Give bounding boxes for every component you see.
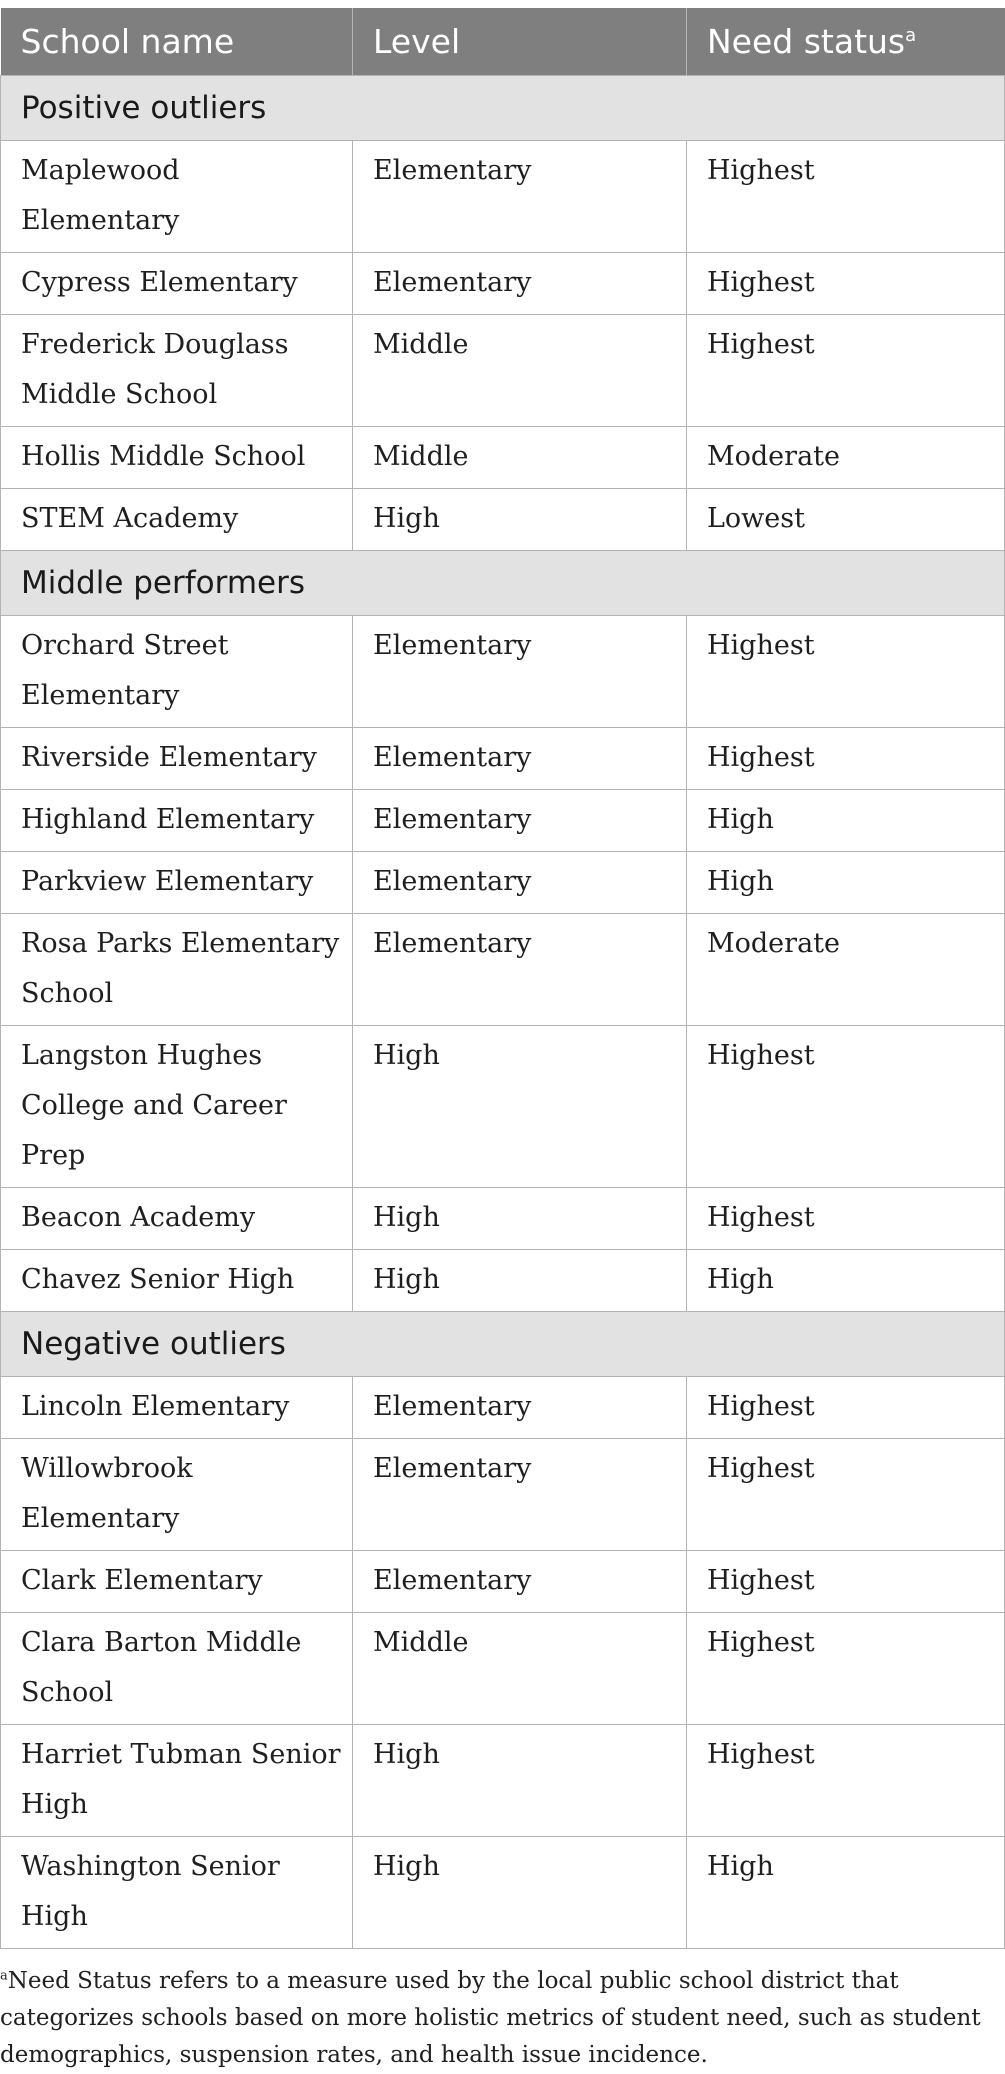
- table-row: [1, 252, 1005, 314]
- group-header-row: [1, 75, 1005, 140]
- need-status-cell: High: [687, 789, 1005, 851]
- table-row: [1, 1612, 1005, 1724]
- table-container: [0, 8, 1005, 2074]
- table-row: [1, 727, 1005, 789]
- need-status-cell: Highest: [687, 1025, 1005, 1187]
- level-cell: Elementary: [353, 140, 687, 252]
- school-name-cell: STEM Academy: [1, 488, 353, 550]
- school-name-cell: Harriet Tubman Senior High: [1, 1724, 353, 1836]
- level-cell: Elementary: [353, 851, 687, 913]
- need-status-cell: Highest: [687, 314, 1005, 426]
- level-cell: High: [353, 1836, 687, 1948]
- header-level-label: Level: [373, 21, 461, 61]
- need-status-cell: Highest: [687, 727, 1005, 789]
- need-status-cell: Highest: [687, 140, 1005, 252]
- group-title: Negative outliers: [1, 1311, 1005, 1376]
- school-name-cell: Chavez Senior High: [1, 1249, 353, 1311]
- need-status-cell: High: [687, 1249, 1005, 1311]
- level-cell: Elementary: [353, 252, 687, 314]
- table-body: [1, 75, 1005, 1948]
- need-status-cell: Highest: [687, 1187, 1005, 1249]
- need-status-cell: Moderate: [687, 426, 1005, 488]
- schools-table: [0, 8, 1005, 1949]
- school-name-cell: Beacon Academy: [1, 1187, 353, 1249]
- table-row: [1, 913, 1005, 1025]
- school-name-cell: Orchard Street Elementary: [1, 615, 353, 727]
- group-header-row: [1, 1311, 1005, 1376]
- need-status-cell: Highest: [687, 1612, 1005, 1724]
- table-row: [1, 1025, 1005, 1187]
- table-row: [1, 1550, 1005, 1612]
- table-row: [1, 1724, 1005, 1836]
- school-name-cell: Maplewood Elementary: [1, 140, 353, 252]
- table-row: [1, 1376, 1005, 1438]
- school-name-cell: Cypress Elementary: [1, 252, 353, 314]
- header-need-status-label: Need status: [707, 21, 906, 61]
- need-status-cell: High: [687, 851, 1005, 913]
- table-row: [1, 851, 1005, 913]
- header-footnote-marker: a: [905, 24, 917, 46]
- level-cell: Elementary: [353, 1438, 687, 1550]
- need-status-cell: Highest: [687, 615, 1005, 727]
- school-name-cell: Clara Barton Middle School: [1, 1612, 353, 1724]
- level-cell: High: [353, 1025, 687, 1187]
- header-school-name-label: School name: [20, 21, 235, 61]
- level-cell: High: [353, 1187, 687, 1249]
- school-name-cell: Lincoln Elementary: [1, 1376, 353, 1438]
- table-row: [1, 488, 1005, 550]
- school-name-cell: Highland Elementary: [1, 789, 353, 851]
- school-name-cell: Frederick Douglass Middle School: [1, 314, 353, 426]
- school-name-cell: Riverside Elementary: [1, 727, 353, 789]
- need-status-cell: Highest: [687, 1376, 1005, 1438]
- table-row: [1, 789, 1005, 851]
- header-row: [1, 8, 1005, 75]
- school-name-cell: Hollis Middle School: [1, 426, 353, 488]
- level-cell: High: [353, 1724, 687, 1836]
- level-cell: Elementary: [353, 615, 687, 727]
- level-cell: Middle: [353, 426, 687, 488]
- header-school-name: [1, 8, 353, 75]
- group-title: Positive outliers: [1, 75, 1005, 140]
- table-row: [1, 1836, 1005, 1948]
- group-title: Middle performers: [1, 550, 1005, 615]
- group-header-row: [1, 550, 1005, 615]
- table-row: [1, 314, 1005, 426]
- need-status-cell: Highest: [687, 1550, 1005, 1612]
- school-name-cell: Washington Senior High: [1, 1836, 353, 1948]
- footnote-text: Need Status refers to a measure used by the local public school district that categorizes schools based on more holistic metrics of student need, such as student demographics, suspension rates, and health issue incidence.: [0, 1967, 981, 2068]
- level-cell: High: [353, 1249, 687, 1311]
- table-row: [1, 140, 1005, 252]
- school-name-cell: Willowbrook Elementary: [1, 1438, 353, 1550]
- table-row: [1, 615, 1005, 727]
- level-cell: Middle: [353, 314, 687, 426]
- table-header: [1, 8, 1005, 75]
- level-cell: Elementary: [353, 913, 687, 1025]
- need-status-cell: Moderate: [687, 913, 1005, 1025]
- level-cell: Elementary: [353, 789, 687, 851]
- header-need-status: [687, 8, 1005, 75]
- level-cell: Elementary: [353, 1376, 687, 1438]
- school-name-cell: Rosa Parks Elementary School: [1, 913, 353, 1025]
- table-row: [1, 426, 1005, 488]
- table-row: [1, 1187, 1005, 1249]
- table-row: [1, 1438, 1005, 1550]
- need-status-cell: Lowest: [687, 488, 1005, 550]
- table-row: [1, 1249, 1005, 1311]
- school-name-cell: Clark Elementary: [1, 1550, 353, 1612]
- footnote-marker: a: [0, 1967, 8, 1983]
- school-name-cell: Parkview Elementary: [1, 851, 353, 913]
- need-status-cell: High: [687, 1836, 1005, 1948]
- need-status-cell: Highest: [687, 252, 1005, 314]
- level-cell: Elementary: [353, 727, 687, 789]
- need-status-cell: Highest: [687, 1724, 1005, 1836]
- header-level: [353, 8, 687, 75]
- level-cell: High: [353, 488, 687, 550]
- table-footnote: [0, 1963, 985, 2074]
- school-name-cell: Langston Hughes College and Career Prep: [1, 1025, 353, 1187]
- need-status-cell: Highest: [687, 1438, 1005, 1550]
- level-cell: Middle: [353, 1612, 687, 1724]
- level-cell: Elementary: [353, 1550, 687, 1612]
